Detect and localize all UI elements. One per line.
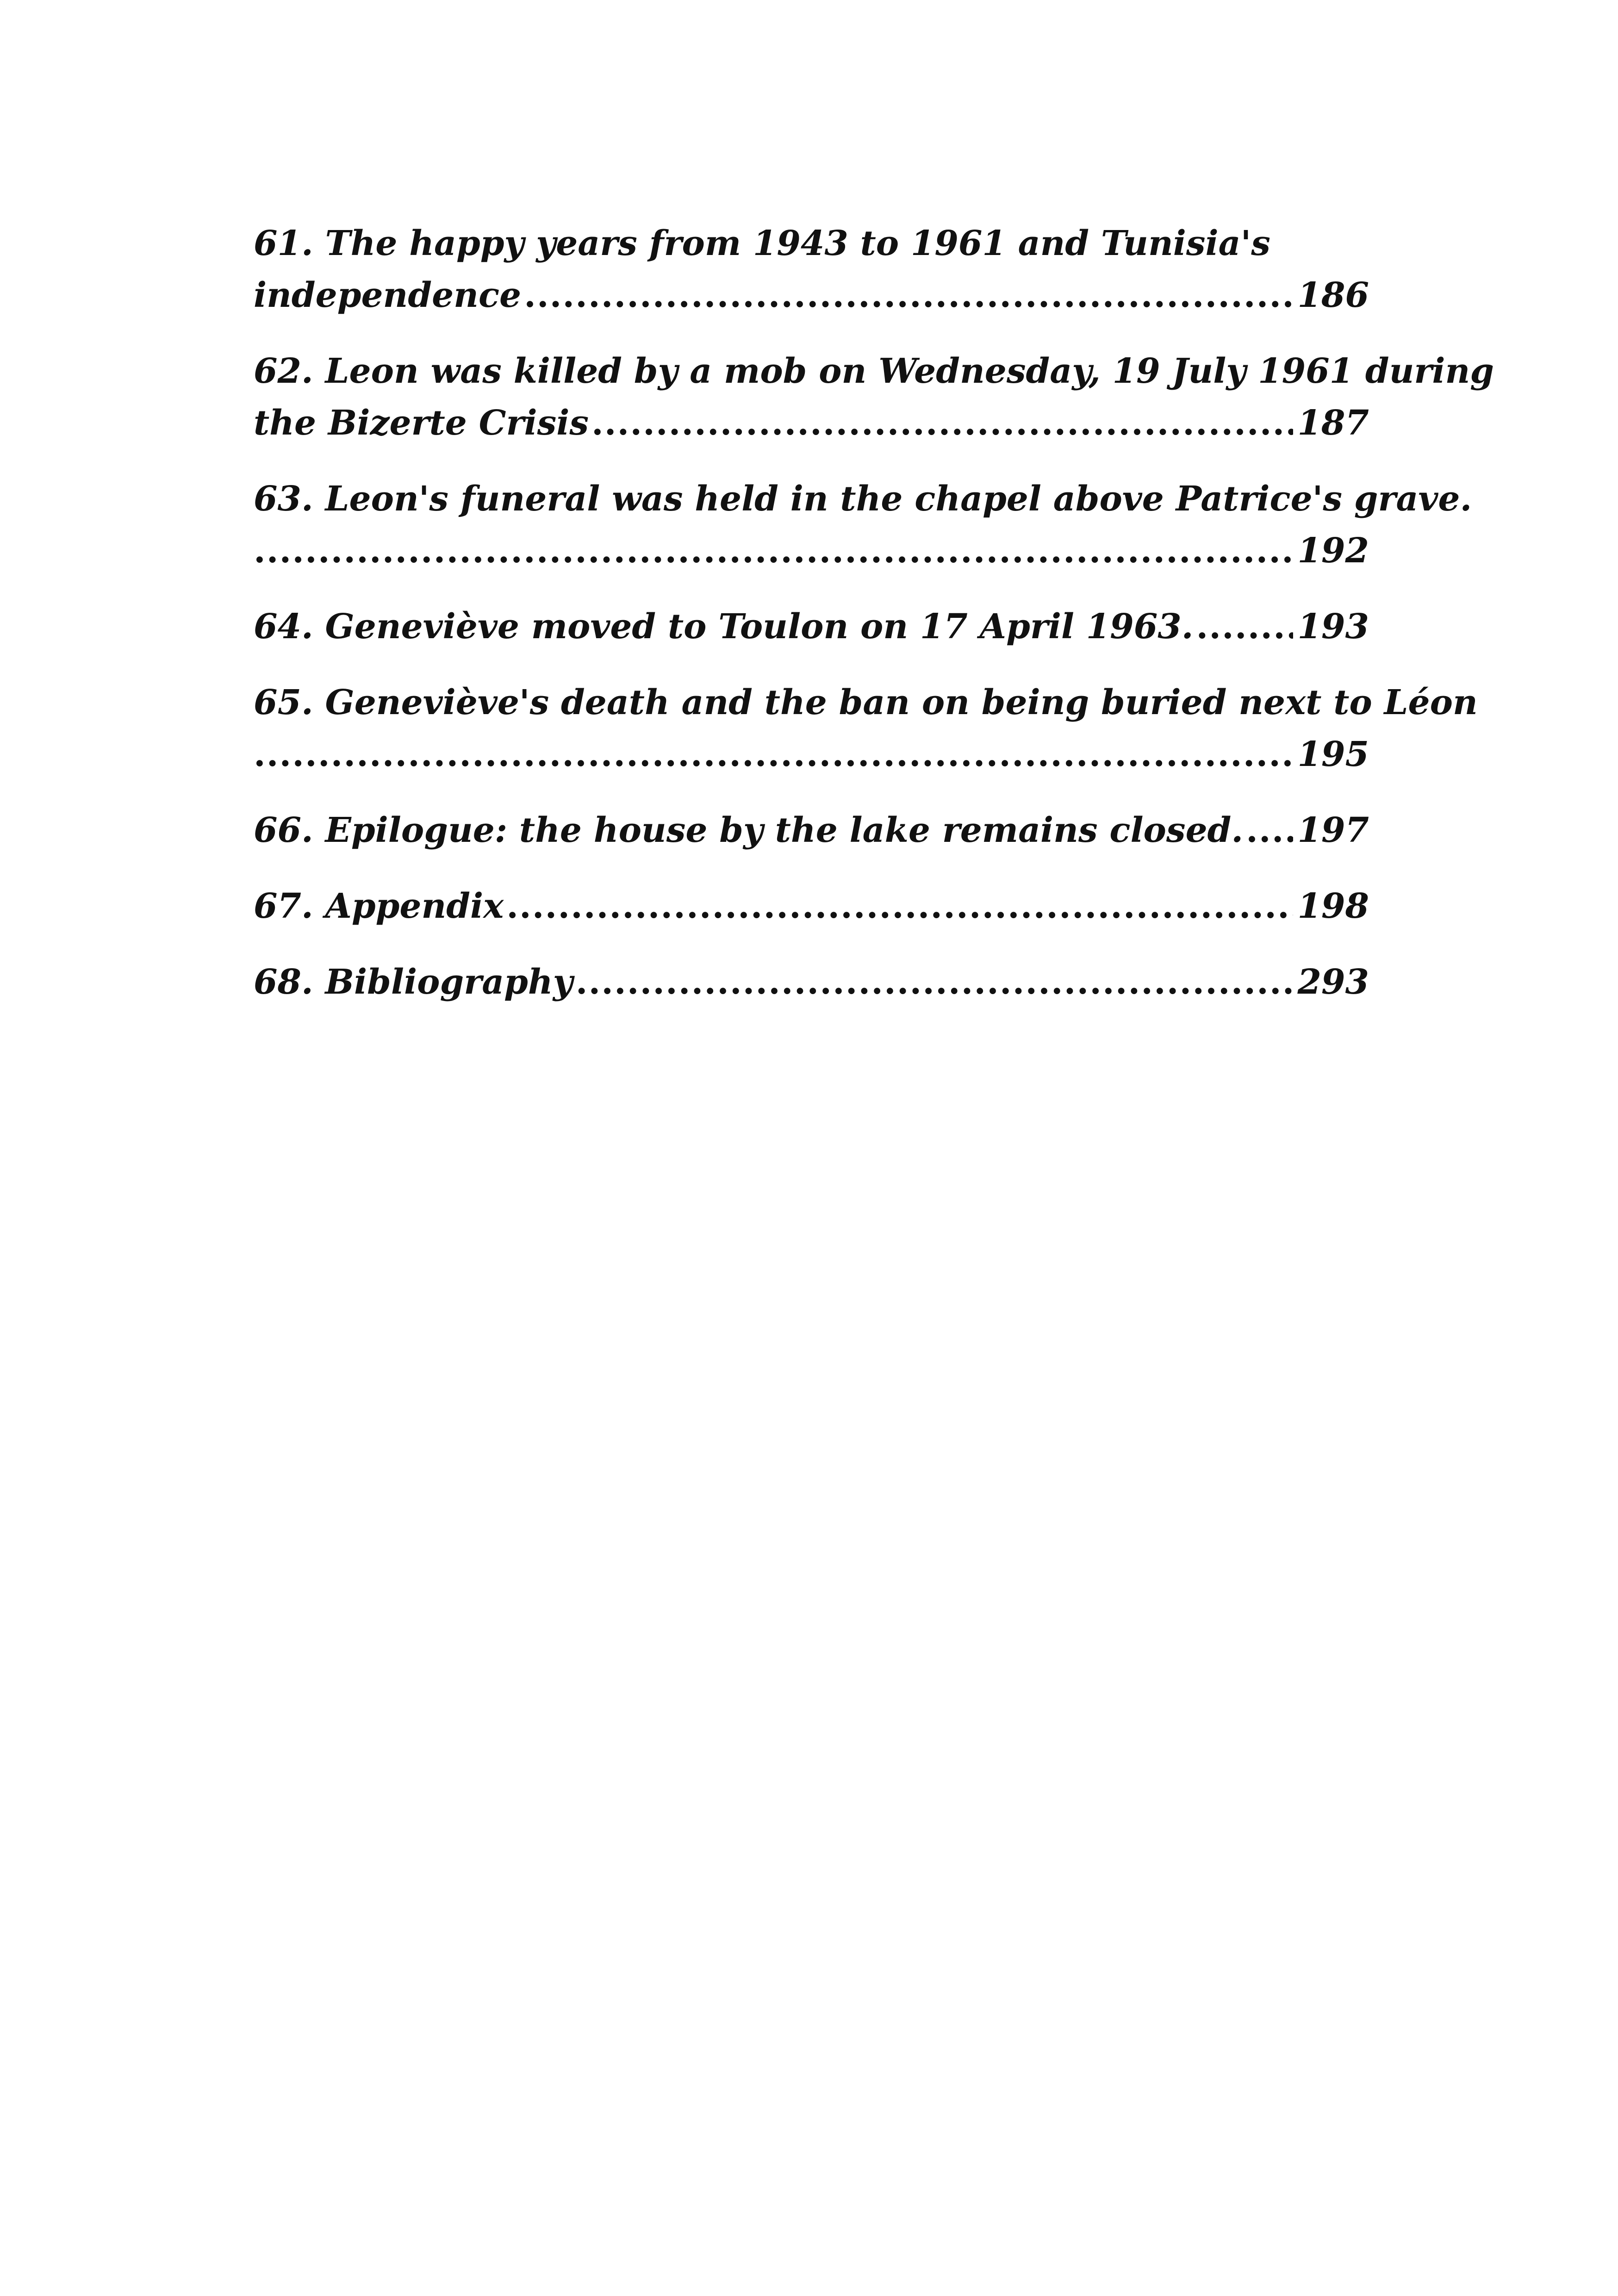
toc-entry-title: 64. Geneviève moved to Toulon on 17 April 1963. (254, 607, 1194, 647)
toc-entry-title-continued: the Bizerte Crisis (254, 403, 589, 443)
toc-page-number: 195 (1297, 734, 1369, 774)
dot-leader (254, 728, 1293, 780)
dot-leader (1196, 601, 1293, 653)
toc-page-number: 198 (1297, 886, 1369, 926)
toc-entry-61[interactable] (254, 218, 1369, 321)
toc-entry-title: 66. Epilogue: the house by the lake remains closed. (254, 810, 1244, 850)
toc-entry-title: 67. Appendix (254, 886, 504, 926)
toc-entry-63[interactable] (254, 473, 1472, 577)
toc-entry-67[interactable] (254, 880, 1369, 932)
toc-entry-title-continued: independence (254, 275, 522, 315)
toc-page-number: 197 (1297, 810, 1369, 850)
toc-page-number: 192 (1297, 531, 1369, 571)
toc-page-number: 193 (1297, 607, 1369, 647)
dot-leader (254, 525, 1293, 577)
toc-entry-64[interactable] (254, 601, 1369, 653)
toc-entry-66[interactable] (254, 804, 1369, 856)
toc-entry-62[interactable] (254, 345, 1494, 449)
toc-page-number: 186 (1297, 275, 1369, 315)
toc-entry-68[interactable] (254, 956, 1369, 1008)
dot-leader (1246, 804, 1293, 856)
toc-entry-title: 62. Leon was killed by a mob on Wednesday, 19 July 1961 during (254, 351, 1494, 391)
table-of-contents (254, 218, 1494, 1032)
toc-page-number: 187 (1297, 403, 1369, 443)
dot-leader (524, 269, 1293, 321)
dot-leader (591, 397, 1293, 449)
dot-leader (576, 956, 1293, 1008)
toc-entry-title: 68. Bibliography (254, 962, 573, 1002)
toc-page-number: 293 (1297, 962, 1369, 1002)
toc-entry-title: 63. Leon's funeral was held in the chapel above Patrice's grave. (254, 479, 1472, 519)
toc-entry-title: 65. Geneviève's death and the ban on being buried next to Léon (254, 683, 1478, 722)
dot-leader (506, 880, 1293, 932)
toc-entry-65[interactable] (254, 677, 1478, 780)
toc-entry-title: 61. The happy years from 1943 to 1961 and Tunisia's (254, 224, 1270, 263)
